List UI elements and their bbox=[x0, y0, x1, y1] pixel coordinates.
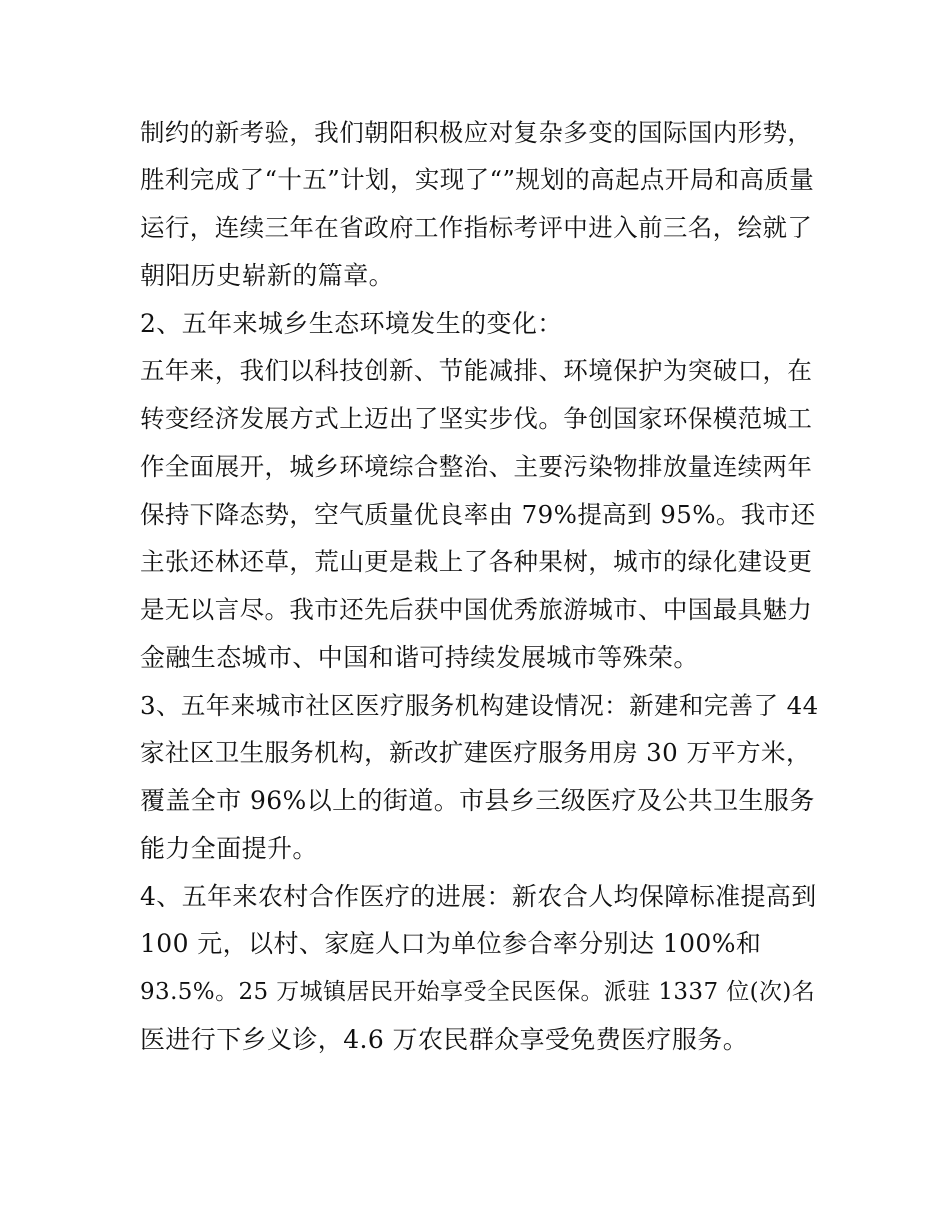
text-line: 是无以言尽。我市还先后获中国优秀旅游城市、中国最具魅力 bbox=[140, 595, 813, 624]
text-line: 运行，连续三年在省政府工作指标考评中进入前三名，绘就了 bbox=[140, 213, 813, 242]
text-line: 保持下降态势，空气质量优良率由 79%提高到 95%。我市还 bbox=[140, 500, 816, 529]
text-line: 家社区卫生服务机构，新改扩建医疗服务用房 30 万平方米， bbox=[140, 738, 811, 767]
text-line: 100 元，以村、家庭人口为单位参合率分别达 100%和 bbox=[140, 929, 762, 958]
section-heading: 3、五年来城市社区医疗服务机构建设情况：新建和完善了 44 bbox=[140, 691, 819, 720]
section-heading: 2、五年来城乡生态环境发生的变化： bbox=[140, 309, 563, 338]
text-line: 覆盖全市 96%以上的街道。市县乡三级医疗及公共卫生服务 bbox=[140, 786, 815, 815]
text-line: 五年来，我们以科技创新、节能减排、环境保护为突破口，在 bbox=[140, 356, 813, 385]
text-line: 93.5%。25 万城镇居民开始享受全民医保。派驻 1337 位(次)名 bbox=[140, 979, 816, 1005]
text-line: 主张还林还草，荒山更是栽上了各种果树，城市的绿化建设更 bbox=[140, 547, 813, 576]
text-line: 胜利完成了“十五”计划，实现了“”规划的高起点开局和高质量 bbox=[140, 165, 815, 194]
text-line: 作全面展开，城乡环境综合整治、主要污染物排放量连续两年 bbox=[140, 452, 813, 481]
text-line: 朝阳历史崭新的篇章。 bbox=[140, 261, 395, 290]
text-line: 金融生态城市、中国和谐可持续发展城市等殊荣。 bbox=[140, 643, 699, 672]
section-heading: 4、五年来农村合作医疗的进展：新农合人均保障标准提高到 bbox=[140, 882, 817, 911]
text-line: 能力全面提升。 bbox=[140, 834, 318, 863]
text-line: 医进行下乡义诊，4.6 万农民群众享受免费医疗服务。 bbox=[140, 1025, 749, 1054]
text-line: 制约的新考验，我们朝阳积极应对复杂多变的国际国内形势， bbox=[140, 118, 813, 147]
text-line: 转变经济发展方式上迈出了坚实步伐。争创国家环保模范城工 bbox=[140, 404, 813, 433]
